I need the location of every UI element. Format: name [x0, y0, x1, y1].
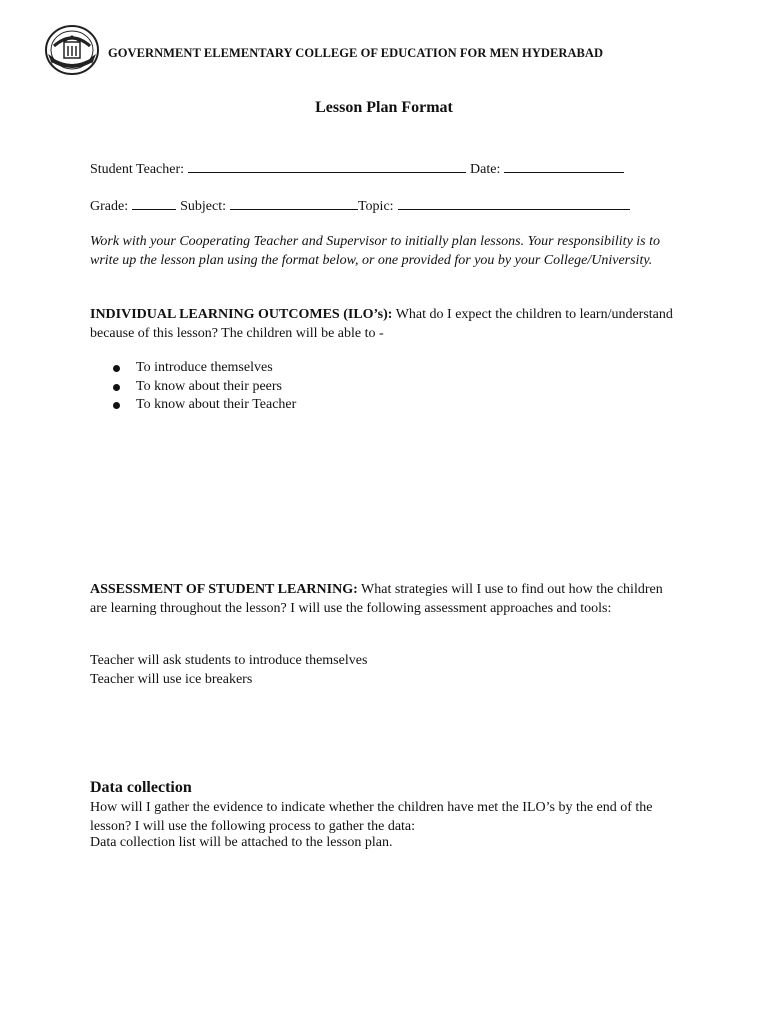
- grade-field[interactable]: [132, 195, 176, 210]
- list-item: To know about their peers: [110, 378, 296, 397]
- subject-label: Subject:: [180, 199, 226, 214]
- assessment-line: Teacher will ask students to introduce themselves: [90, 653, 368, 668]
- date-field[interactable]: [504, 158, 624, 173]
- assessment-heading: ASSESSMENT OF STUDENT LEARNING:: [90, 582, 358, 597]
- data-collection-heading: Data collection: [90, 779, 192, 796]
- student-teacher-field[interactable]: [188, 158, 466, 173]
- student-teacher-row: [90, 158, 628, 178]
- ilo-heading: INDIVIDUAL LEARNING OUTCOMES (ILO’s):: [90, 307, 393, 322]
- college-crest-logo-icon: [44, 24, 100, 76]
- data-collection-answer: Data collection list will be attached to the lesson plan.: [90, 835, 393, 850]
- grade-subject-topic-row: [90, 195, 634, 215]
- subject-field[interactable]: [230, 195, 358, 210]
- data-collection-prompt: How will I gather the evidence to indicate whether the children have met the ILO’s by the end of the lesson? I will use the following process to gather the data:: [90, 800, 653, 834]
- ilo-section: [90, 306, 680, 343]
- assessment-line: Teacher will use ice breakers: [90, 672, 253, 687]
- list-item: To introduce themselves: [110, 359, 296, 378]
- ilo-prompt: What do I expect the children to learn/understand because of this lesson? The children will be able to -: [90, 307, 673, 341]
- college-name: GOVERNMENT ELEMENTARY COLLEGE OF EDUCATION FOR MEN HYDERABAD: [108, 46, 604, 60]
- page-title: Lesson Plan Format: [315, 99, 453, 116]
- instructions-paragraph: Work with your Cooperating Teacher and Supervisor to initially plan lessons. Your responsibility is to write up the lesson plan using the format below, or one provided for you by your College/University.: [90, 234, 661, 268]
- topic-label: Topic:: [357, 199, 394, 214]
- assessment-prompt: What strategies will I use to find out how the children are learning throughout the lesson? I will use the following assessment approaches and tools:: [90, 582, 663, 616]
- topic-field[interactable]: [398, 195, 630, 210]
- date-label: Date:: [470, 162, 501, 177]
- list-item: To know about their Teacher: [110, 396, 296, 415]
- ilo-list: [110, 359, 296, 415]
- student-teacher-label: Student Teacher:: [90, 162, 185, 177]
- grade-label: Grade:: [90, 199, 129, 214]
- assessment-section: [90, 581, 680, 618]
